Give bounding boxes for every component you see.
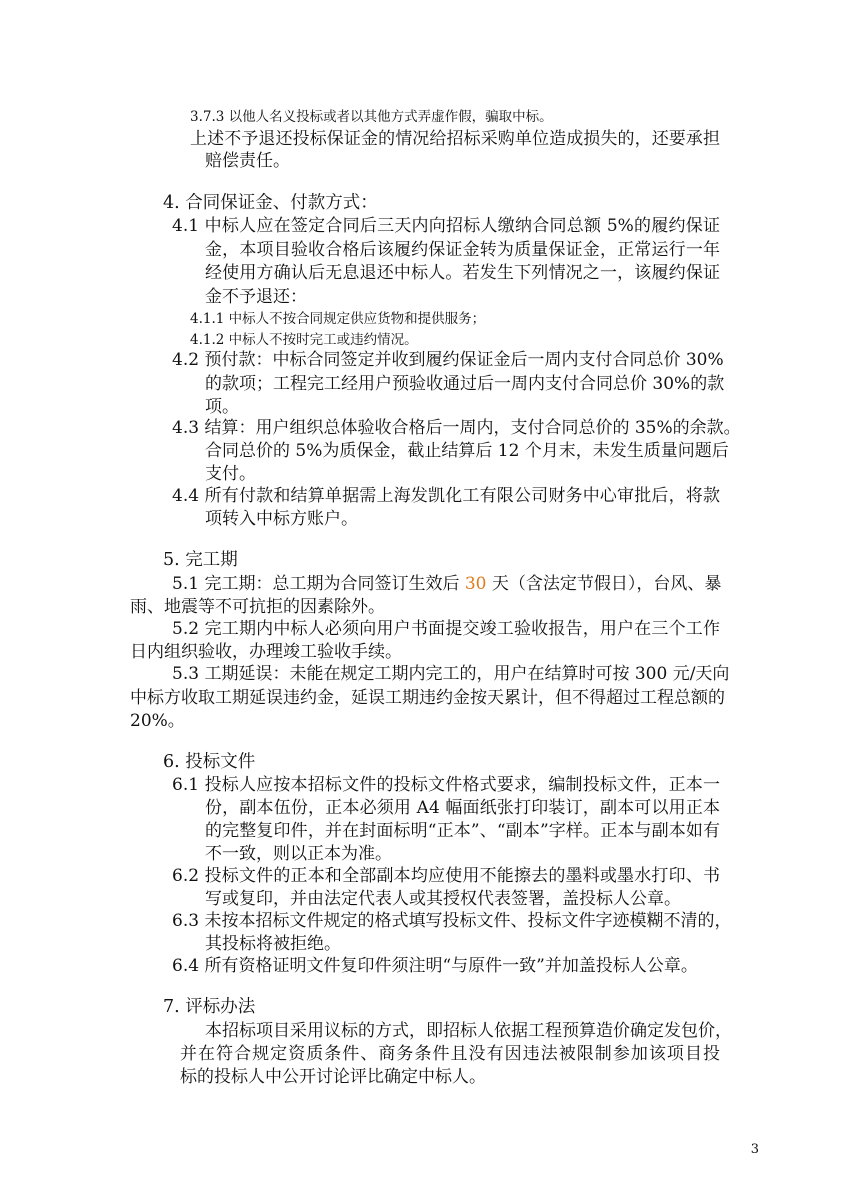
clause-4-1-line-3: 经使用方确认后无息退还中标人。若发生下列情况之一，该履约保证 — [205, 263, 720, 283]
clause-4-1-line-4: 金不予退还： — [205, 287, 307, 307]
clause-6-1-line-3: 的完整复印件，并在封面标明“正本”、“副本”字样。正本与副本如有 — [205, 821, 720, 841]
clause-5-3-line-3: 20%。 — [130, 711, 185, 731]
section-7-line-1: 本招标项目采用议标的方式，即招标人依据工程预算造价确定发包价， — [205, 1021, 732, 1041]
clause-4-2-line-2: 的款项；工程完工经用户预验收通过后一周内支付合同总价 30%的款 — [205, 374, 725, 394]
clause-6-2-line-2: 写或复印，并由法定代表人或其授权代表签署，盖投标人公章。 — [205, 889, 681, 909]
clause-4-1-line-2: 金，本项目验收合格后该履约保证金转为质量保证金，正常运行一年 — [205, 240, 720, 260]
clause-6-1-line-1: 6.1 投标人应按本招标文件的投标文件格式要求，编制投标文件，正本一 — [172, 775, 720, 795]
clause-5-2-line-2: 日内组织验收，办理竣工验收手续。 — [130, 642, 402, 662]
section-4-heading: 4. 合同保证金、付款方式： — [163, 193, 378, 213]
duration-days-value: 30 — [464, 574, 487, 594]
clause-5-1-line-2: 雨、地震等不可抗拒的因素除外。 — [130, 597, 385, 617]
clause-4-4-line-2: 项转入中标方账户。 — [205, 509, 358, 529]
clause-6-3-line-2: 其投标将被拒绝。 — [205, 934, 341, 954]
clause-4-1-2: 4.1.2 中标人不按时完工或违约情况。 — [190, 332, 418, 348]
clause-4-4-line-1: 4.4 所有付款和结算单据需上海发凯化工有限公司财务中心审批后，将款 — [172, 486, 720, 506]
section-5-heading: 5. 完工期 — [163, 550, 238, 570]
clause-4-3-line-3: 支付。 — [205, 464, 256, 484]
section-7-heading: 7. 评标办法 — [163, 997, 256, 1017]
clause-5-3-line-2: 中标方收取工期延误违约金，延误工期违约金按天累计，但不得超过工程总额的 — [130, 688, 725, 708]
section-7-line-3: 标的投标人中公开讨论评比确定中标人。 — [180, 1067, 486, 1087]
clause-5-3-line-1: 5.3 工期延误：未能在规定工期内完工的，用户在结算时可按 300 元/天向 — [172, 664, 730, 684]
deposit-note-line-1: 上述不予退还投标保证金的情况给招标采购单位造成损失的，还要承担 — [190, 129, 720, 149]
clause-6-2-line-1: 6.2 投标文件的正本和全部副本均应使用不能擦去的墨料或墨水打印、书 — [172, 866, 720, 886]
clause-4-2-line-1: 4.2 预付款：中标合同签定并收到履约保证金后一周内支付合同总价 30% — [172, 350, 724, 370]
clause-6-4: 6.4 所有资格证明文件复印件须注明“与原件一致”并加盖投标人公章。 — [172, 956, 698, 976]
clause-4-1-1: 4.1.1 中标人不按合同规定供应货物和提供服务； — [190, 311, 486, 327]
clause-5-2-line-1: 5.2 完工期内中标人必须向用户书面提交竣工验收报告，用户在三个工作 — [172, 619, 720, 639]
section-6-heading: 6. 投标文件 — [163, 752, 256, 772]
page-number: 3 — [750, 1142, 759, 1157]
clause-4-3-line-1: 4.3 结算：用户组织总体验收合格后一周内，支付合同总价的 35%的余款。 — [172, 418, 741, 438]
clause-5-1-line-1 — [172, 574, 721, 594]
clause-6-1-line-4: 不一致，则以正本为准。 — [205, 844, 392, 864]
deposit-note-line-2: 赔偿责任。 — [205, 151, 290, 171]
clause-6-1-line-2: 份，副本伍份，正本必须用 A4 幅面纸张打印装订，副本可以用正本 — [205, 798, 720, 818]
clause-6-3-line-1: 6.3 未按本招标文件规定的格式填写投标文件、投标文件字迹模糊不清的， — [172, 911, 732, 931]
clause-3-7-3: 3.7.3 以他人名义投标或者以其他方式弄虚作假，骗取中标。 — [190, 109, 553, 125]
clause-4-2-line-3: 项。 — [205, 397, 239, 417]
clause-5-1-text-a: 5.1 完工期：总工期为合同签订生效后 — [172, 574, 465, 594]
section-7-line-2: 并在符合规定资质条件、商务条件且没有因违法被限制参加该项目投 — [180, 1044, 720, 1064]
clause-4-1-line-1: 4.1 中标人应在签定合同后三天内向招标人缴纳合同总额 5%的履约保证 — [172, 216, 720, 236]
clause-5-1-text-b: 天（含法定节假日），台风、暴 — [486, 574, 722, 594]
clause-4-3-line-2: 合同总价的 5%为质保金，截止结算后 12 个月末，未发生质量问题后 — [205, 441, 729, 461]
